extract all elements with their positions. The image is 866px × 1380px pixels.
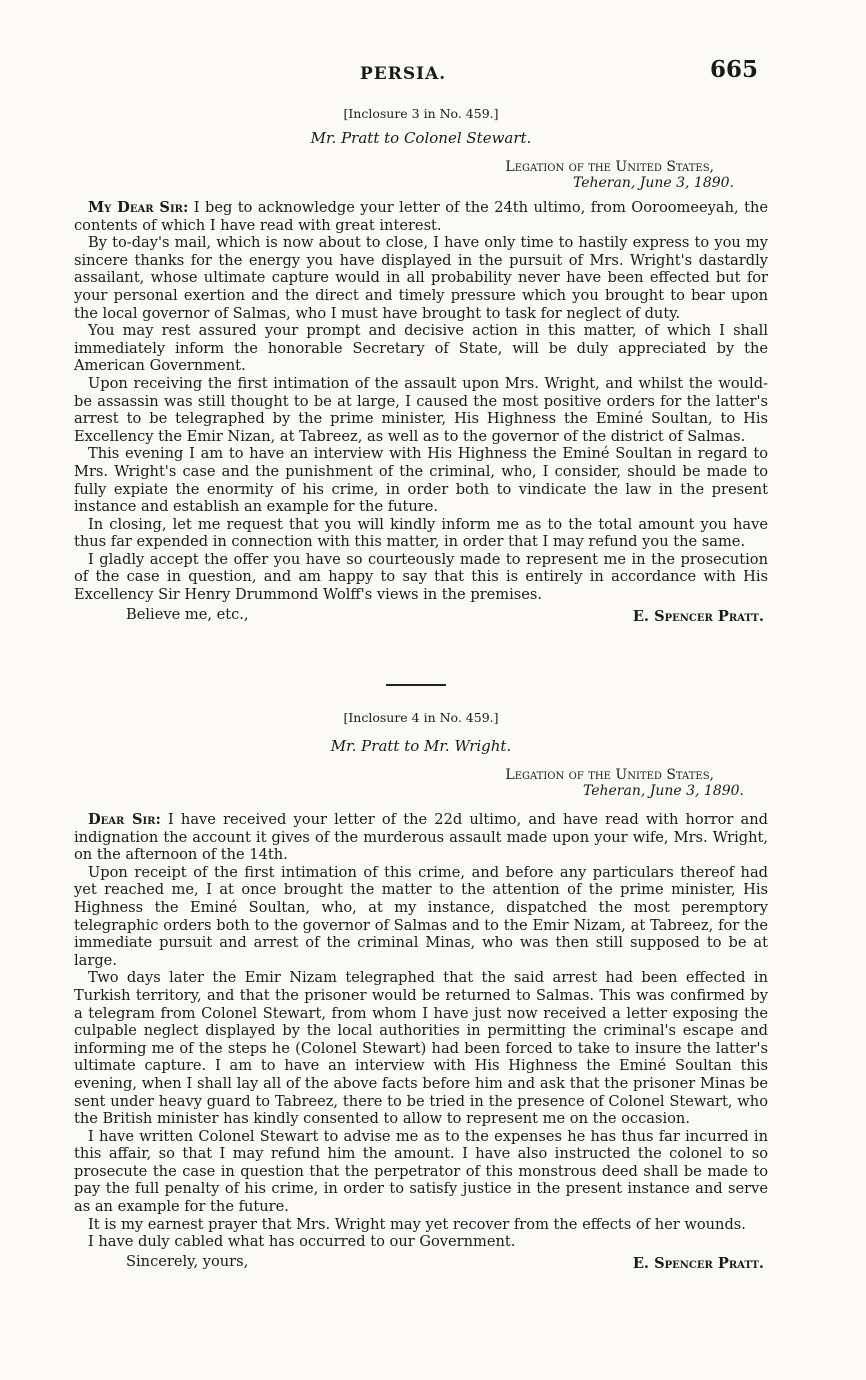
- letter-heading: Mr. Pratt to Mr. Wright.: [330, 737, 512, 755]
- letter-heading: Mr. Pratt to Colonel Stewart.: [310, 129, 532, 147]
- signature: E. Spencer Pratt.: [632, 607, 764, 625]
- paragraph: Dear Sir: I have received your letter of the 22d ultimo, and have read with horror and indignation the account it gives of the murderous assault made upon your wife, Mrs. Wright, on the afternoon of the 14th.: [74, 811, 768, 864]
- paragraph: Upon receiving the first intimation of the assault upon Mrs. Wright, and whilst the would-be assassin was still thought to be at large, I caused the most positive orders for the latter's arrest to be telegraphed by the prime minister, His Highness the Eminé Soultan, to His Excellency the Emir Nizan, at Tabreez, as well as to the governor of the district of Salmas.: [74, 374, 768, 445]
- paragraph: I have written Colonel Stewart to advise me as to the expenses he has thus far incurred in this affair, so that I may refund him the amount. I have also instructed the colonel to so prosecute the case in question that the perpetrator of this monstrous deed shall be made to pay the full penalty of his crime, in order to satisfy justice in the present instance and serve as an example for the future.: [74, 1127, 768, 1216]
- place-date: Teheran, June 3, 1890.: [582, 783, 744, 799]
- signature: E. Spencer Pratt.: [632, 1254, 764, 1272]
- paragraph: It is my earnest prayer that Mrs. Wright may yet recover from the effects of her wounds.: [88, 1215, 746, 1233]
- running-title: PERSIA.: [360, 64, 447, 84]
- page-number: 665: [710, 56, 759, 83]
- paragraph: This evening I am to have an interview with His Highness the Eminé Soultan in regard to Mrs. Wright's case and the punishment of the criminal, who, I consider, should be made to fully expiate the enormity of his crime, in order both to vindicate the law in the present instance and establish an example for the future.: [74, 445, 768, 516]
- paragraph: I have duly cabled what has occurred to our Government.: [88, 1233, 516, 1251]
- letter-inclosure-3: [74, 106, 768, 628]
- paragraph: You may rest assured your prompt and decisive action in this matter, of which I shall immediately inform the honorable Secretary of State, will be duly appreciated by the American Government.: [74, 322, 768, 375]
- inclosure-label: [Inclosure 3 in No. 459.]: [343, 106, 499, 121]
- salutation: Dear Sir:: [88, 811, 161, 828]
- salutation: My Dear Sir:: [88, 199, 189, 216]
- legation-line: Legation of the United States,: [505, 159, 714, 175]
- letter-body: [74, 199, 768, 604]
- running-header: [0, 56, 866, 92]
- closing-phrase: Sincerely, yours,: [126, 1252, 249, 1270]
- closing-block: [74, 1253, 768, 1275]
- paragraph: Two days later the Emir Nizam telegraphed that the said arrest had been effected in Turkish territory, and that the prisoner would be returned to Salmas. This was confirmed by a telegram from Colonel Stewart, from whom I have just now received a letter exposing the culpable neglect displayed by the local authorities in permitting the criminal's escape and informing me of the steps he (Colonel Stewart) had been forced to take to insure the latter's ultimate capture. I am to have an interview with His Highness the Eminé Soultan this evening, when I shall lay all of the above facts before him and ask that the prisoner Minas be sent under heavy guard to Tabreez, there to be tried in the presence of Colonel Stewart, who the British minister has kindly consented to allow to represent me on the occasion.: [74, 969, 768, 1128]
- closing-phrase: Believe me, etc.,: [126, 605, 249, 623]
- legation-line: Legation of the United States,: [505, 767, 714, 783]
- inclosure-label: [Inclosure 4 in No. 459.]: [343, 710, 499, 725]
- paragraph: My Dear Sir: I beg to acknowledge your letter of the 24th ultimo, from Ooroomeeyah, the contents of which I have read with great interest.: [74, 199, 768, 234]
- letter-body: [74, 811, 768, 1251]
- place-date: Teheran, June 3, 1890.: [572, 175, 734, 191]
- paragraph: I gladly accept the offer you have so courteously made to represent me in the prosecution of the case in question, and am happy to say that this is entirely in accordance with His Excellency Sir Henry Drummond Wolff's views in the premises.: [74, 550, 768, 604]
- letter-inclosure-4: [74, 710, 768, 1275]
- section-divider: [386, 684, 446, 686]
- paragraph: In closing, let me request that you will kindly inform me as to the total amount you have thus far expended in connection with this matter, in order that I may refund you the same.: [74, 515, 768, 551]
- paragraph: Upon receipt of the first intimation of this crime, and before any particulars thereof had yet reached me, I at once brought the matter to the attention of the prime minister, His Highness the Eminé Soultan, who, at my instance, dispatched the most peremptory telegraphic orders both to the governor of Salmas and to the Emir Nizam, at Tabreez, for the immediate pursuit and arrest of the criminal Minas, who was then still supposed to be at large.: [74, 863, 768, 969]
- paragraph: By to-day's mail, which is now about to close, I have only time to hastily express to you my sincere thanks for the energy you have displayed in the pursuit of Mrs. Wright's dastardly assailant, whose ultimate capture would in all probability never have been effected but for your personal exertion and the direct and timely pressure which you brought to bear upon the local governor of Salmas, who I must have brought to task for neglect of duty.: [74, 234, 768, 322]
- closing-block: [74, 606, 768, 628]
